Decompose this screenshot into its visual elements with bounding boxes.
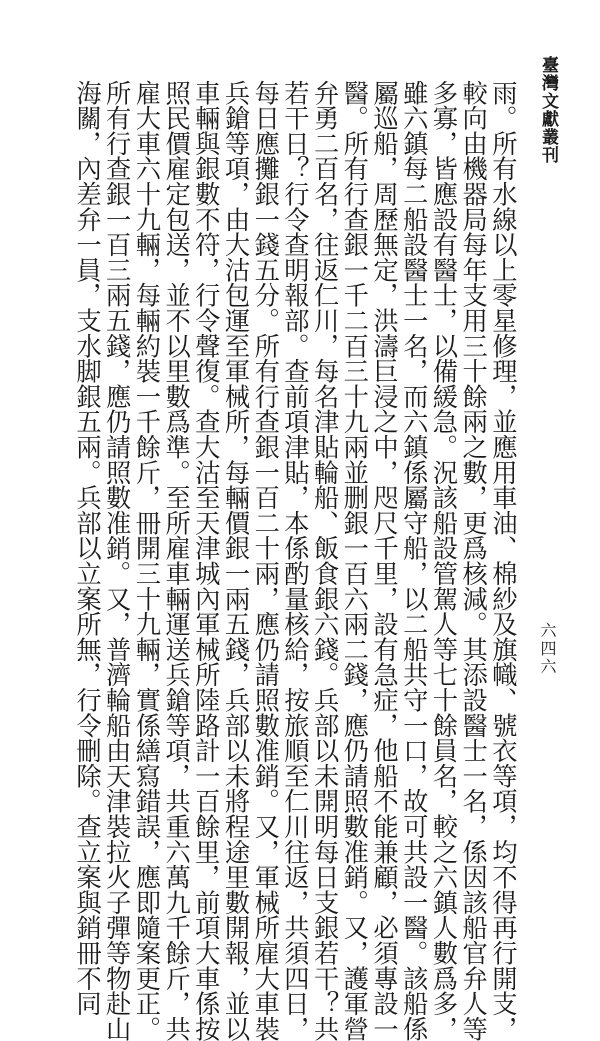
text-column: 屬巡船，周歷無定，洪濤巨浸之中，咫尺千里，設有急症，他船不能兼顧，必須專設一 <box>370 80 400 1041</box>
text-column: 醫。所有行查銀一千二百三十九兩並删銀一百六兩二錢，應仍請照數准銷。又，護軍營 <box>340 80 370 1041</box>
body-text <box>73 80 518 1041</box>
text-column: 雖六鎮每二船設醫士一名，而六鎮係屬守船，以二船共守一口，故可共設一醫。該船係 <box>399 80 429 1041</box>
text-column: 多寡，皆應設有醫士，以備緩急。況該船設管駕人等七十餘員名，較之六鎮人數爲多， <box>429 80 459 1041</box>
text-column: 弁勇二百名，往返仁川，每名津貼輪船、飯食銀六錢。兵部以未開明每日支銀若干？共 <box>310 80 340 1041</box>
page-number: 六四六 <box>538 622 557 676</box>
text-column: 所有行查銀一百三兩五錢，應仍請照數准銷。又，普濟輪船由天津裝拉火子彈等物赴山 <box>102 80 132 1041</box>
text-column: 車輛與銀數不符，行令聲復。查大沽至天津城內軍械所陸路計一百餘里，前項大車係按 <box>191 80 221 1041</box>
text-column: 海關，內差弁一員，支水脚銀五兩。兵部以立案所無，行令刪除。查立案與銷冊不同 <box>73 80 102 1017</box>
book-series-title: 臺灣文獻叢刊 <box>538 56 558 164</box>
text-column: 雇大車六十九輛，每輛約裝一千餘斤，冊開三十九輛，實係繕寫錯誤，應即隨案更正。 <box>132 80 162 1041</box>
text-column: 照民價雇定包送，並不以里數爲準。至所雇車輛運送兵鎗等項，共重六萬九千餘斤，共 <box>162 80 192 1041</box>
text-column: 若干日？行令查明報部。查前項津貼，本係酌量核給，按旅順至仁川往返，共須四日， <box>280 80 310 1041</box>
text-column: 較向由機器局每年支用三十餘兩之數，更爲核減。其添設醫士一名，係因該船官弁人等 <box>459 80 489 1041</box>
text-column: 兵鎗等項，由大沽包運至軍械所，每輛價銀一兩五錢，兵部以未將程途里數開報，並以 <box>221 80 251 1041</box>
text-column: 雨。所有水線以上零星修理，並應用車油、棉紗及旗幟、號衣等項，均不得再行開支， <box>488 80 518 1041</box>
text-column: 每日應攤銀一錢五分。所有行查銀一百二十兩，應仍請照數准銷。又，軍械所雇大車裝 <box>251 80 281 1041</box>
